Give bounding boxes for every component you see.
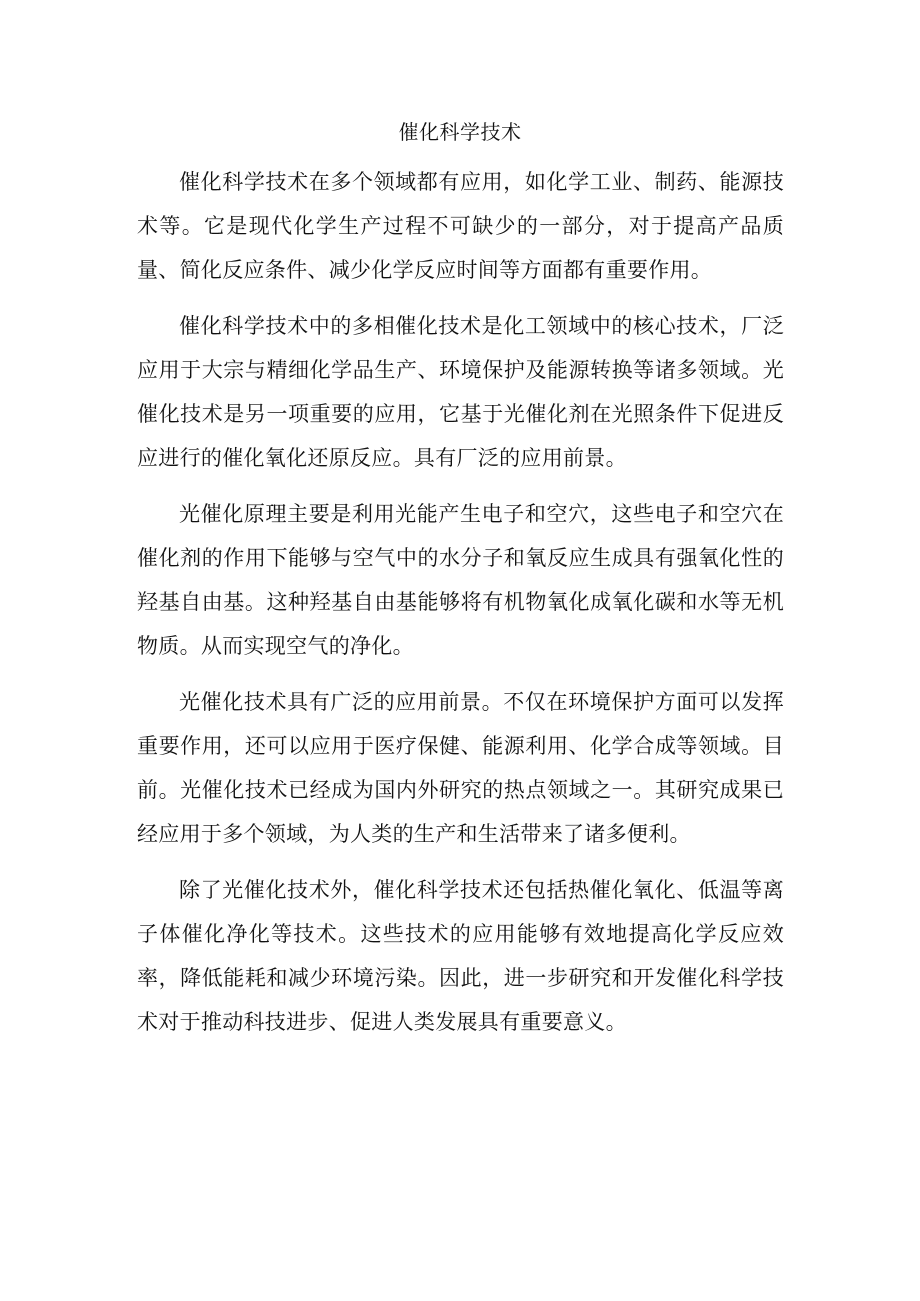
paragraph-5: 除了光催化技术外，催化科学技术还包括热催化氧化、低温等离子体催化净化等技术。这些技术的应用能够有效地提高化学反应效率，降低能耗和减少环境污染。因此，进一步研究和开发催化科学技术对于推动科技进步、促进人类发展具有重要意义。 (137, 878, 784, 1034)
paragraph-1: 催化科学技术在多个领域都有应用，如化学工业、制药、能源技术等。它是现代化学生产过程不可缺少的一部分，对于提高产品质量、简化反应条件、减少化学反应时间等方面都有重要作用。 (137, 170, 784, 282)
paragraph-4: 光催化技术具有广泛的应用前景。不仅在环境保护方面可以发挥重要作用，还可以应用于医疗保健、能源利用、化学合成等领域。目前。光催化技术已经成为国内外研究的热点领域之一。其研究成果已经应用于多个领域，为人类的生产和生活带来了诸多便利。 (137, 690, 784, 846)
document-title: 催化科学技术 (398, 120, 522, 144)
document-body (137, 160, 784, 1056)
paragraph-3: 光催化原理主要是利用光能产生电子和空穴，这些电子和空穴在催化剂的作用下能够与空气中的水分子和氧反应生成具有强氧化性的羟基自由基。这种羟基自由基能够将有机物氧化成氧化碳和水等无机物质。从而实现空气的净化。 (137, 502, 784, 658)
paragraph-2: 催化科学技术中的多相催化技术是化工领域中的核心技术，厂泛应用于大宗与精细化学品生产、环境保护及能源转换等诸多领域。光催化技术是另一项重要的应用，它基于光催化剂在光照条件下促进反应进行的催化氧化还原反应。具有厂泛的应用前景。 (137, 314, 784, 470)
